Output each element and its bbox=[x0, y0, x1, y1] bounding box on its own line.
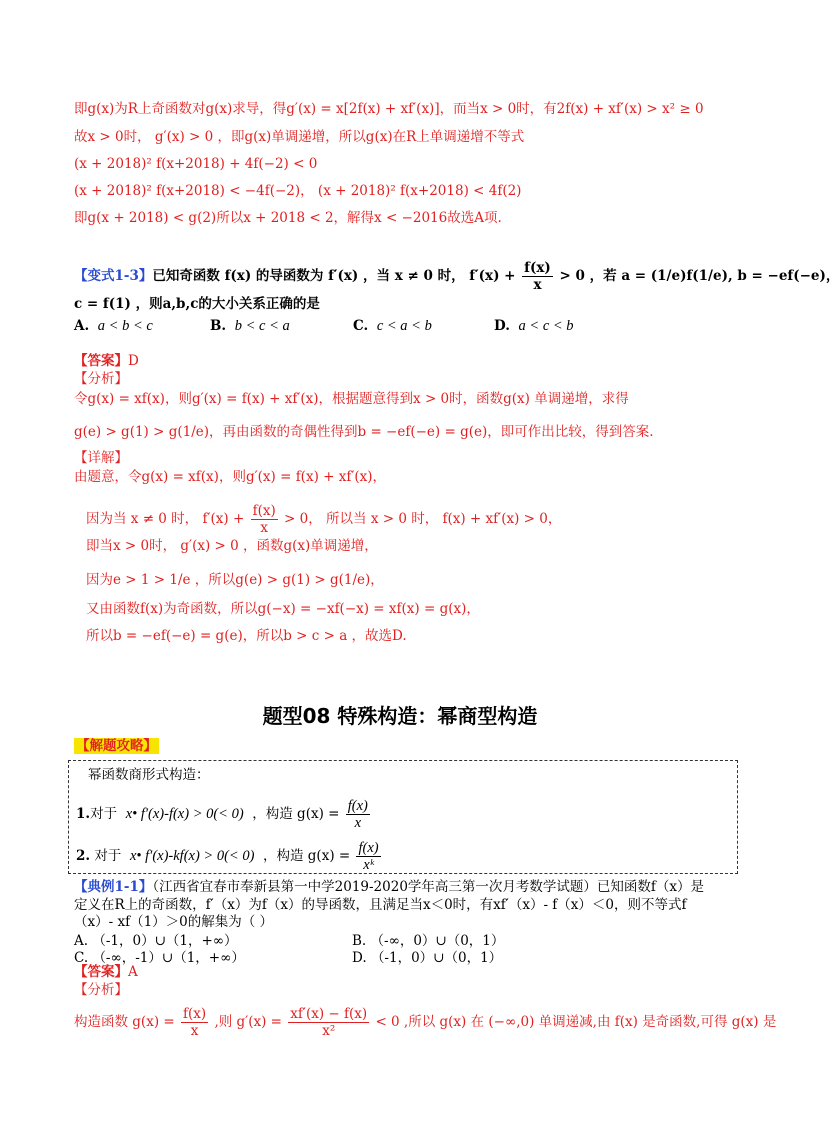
example-analysis-label: 【分析】 bbox=[74, 982, 128, 998]
variant-detail-line-2: 因为当 x ≠ 0 时， f′(x) + $\frac{f(x)}{x}$ > 0， 所以当 x > 0 时， f(x) + xf′(x) > 0， bbox=[86, 503, 562, 536]
variant-detail-line-1: 由题意，令g(x) = xf(x)，则g′(x) = f(x) + xf′(x)， bbox=[74, 469, 387, 485]
variant-analysis-line-2: g(e) > g(1) > g(1/e)，再由函数的奇偶性得到b = −ef(−e) = g(e)，即可作出比较，得到答案. bbox=[74, 424, 654, 440]
example-answer: 【答案】A bbox=[74, 964, 138, 980]
example-line-2: 定义在R上的奇函数，f′（x）为f（x）的导函数，且满足当x＜0时，有xf′（x）- f（x）＜0，则不等式f bbox=[74, 897, 687, 913]
variant-detail-label: 【详解】 bbox=[74, 450, 128, 466]
fraction: $\frac{f(x)}{x}$ bbox=[347, 798, 368, 831]
variant-tag: 【变式1-3】 bbox=[74, 268, 153, 284]
fraction: $\frac{f(x)}{x}$ bbox=[182, 1006, 207, 1039]
example-option-a: A. （-1，0）∪（1，+∞） bbox=[74, 933, 238, 949]
fraction: $\frac{f(x)}{x}$ bbox=[524, 260, 551, 293]
example-analysis-line-1: 构造函数 g(x) = $\frac{f(x)}{x}$ ,则 g′(x) = $\frac{xf'(x) - f(x)}{\text{x²}}$ < 0 ,所以 g(x) 在 (−∞,0) 单调递减,由 f(x) 是奇函数,可得 g(x) 是 bbox=[74, 1006, 777, 1039]
prev-line-5: 即g(x + 2018) < g(2)所以x + 2018 < 2，解得x < −2016故选A项. bbox=[74, 210, 502, 226]
variant-detail-line-5: 又由函数f(x)为奇函数，所以g(−x) = −xf(−x) = xf(x) = g(x)， bbox=[86, 601, 480, 617]
example-option-d: D. （-1，0）∪（0，1） bbox=[352, 950, 503, 966]
fraction: $\frac{xf'(x) - f(x)}{\text{x²}}$ bbox=[290, 1006, 368, 1039]
variant-detail-line-4: 因为e > 1 > 1/e ，所以g(e) > g(1) > g(1/e)， bbox=[86, 572, 384, 588]
fraction: $\frac{f(x)}{\text{xᵏ}}$ bbox=[358, 840, 379, 873]
variant-option-a: A. a < b < c bbox=[74, 318, 153, 334]
variant-question-line-2: c = f(1) ，则a,b,c的大小关系正确的是 bbox=[74, 296, 320, 312]
tips-rule-1: 1.对于 x• f′(x)-f(x) > 0(< 0) ，构造 g(x) = $\frac{f(x)}{x}$ bbox=[76, 798, 368, 831]
variant-analysis-label: 【分析】 bbox=[74, 371, 128, 387]
variant-answer: 【答案】D bbox=[74, 353, 139, 369]
variant-detail-line-6: 所以b = −ef(−e) = g(e)，所以b > c > a ，故选D. bbox=[86, 628, 407, 644]
tips-rule-2: 2. 对于 x• f′(x)-kf(x) > 0(< 0) ，构造 g(x) = $\frac{f(x)}{\text{xᵏ}}$ bbox=[76, 840, 379, 873]
variant-option-c: C. c < a < b bbox=[353, 318, 432, 334]
section-title: 题型08 特殊构造：幂商型构造 bbox=[262, 704, 538, 728]
tips-tag: 【解题攻略】 bbox=[76, 738, 157, 754]
prev-line-4: (x + 2018)² f(x+2018) < −4f(−2)， (x + 2018)² f(x+2018) < 4f(2) bbox=[74, 183, 522, 199]
prev-line-3: (x + 2018)² f(x+2018) + 4f(−2) < 0 bbox=[74, 156, 318, 172]
example-line-3: （x）- xf（1）＞0的解集为（ ） bbox=[74, 914, 274, 930]
example-option-b: B. （-∞，0）∪（0，1） bbox=[352, 933, 505, 949]
prev-line-2: 故x > 0时， g′(x) > 0 ，即g(x)单调递增，所以g(x)在R上单调递增不等式 bbox=[74, 129, 525, 145]
example-option-c: C. （-∞，-1）∪（1，+∞） bbox=[74, 950, 245, 966]
tips-heading: 幂函数商形式构造： bbox=[88, 767, 210, 783]
variant-analysis-line-1: 令g(x) = xf(x)，则g′(x) = f(x) + xf′(x)，根据题意得到x > 0时，函数g(x) 单调递增，求得 bbox=[74, 391, 629, 407]
variant-option-d: D. a < c < b bbox=[494, 318, 574, 334]
example-line-1: 【典例1-1】（江西省宜春市奉新县第一中学2019-2020学年高三第一次月考数学试题）已知函数f（x）是 bbox=[74, 879, 705, 895]
variant-option-b: B. b < c < a bbox=[210, 318, 290, 334]
prev-line-1: 即g(x)为R上奇函数对g(x)求导，得g′(x) = x[2f(x) + xf′(x)]，而当x > 0时，有2f(x) + xf′(x) > x² ≥ 0 bbox=[74, 101, 704, 117]
fraction: $\frac{f(x)}{x}$ bbox=[252, 503, 276, 536]
variant-question-line-1: 【变式1-3】已知奇函数 f(x) 的导函数为 f′(x) ，当 x ≠ 0 时， f′(x) + $\frac{f(x)}{x}$ > 0 ，若 a = (1/e)f(1/e), b = −ef(−e)， bbox=[74, 260, 839, 293]
variant-detail-line-3: 即当x > 0时， g′(x) > 0 ，函数g(x)单调递增， bbox=[86, 538, 378, 554]
